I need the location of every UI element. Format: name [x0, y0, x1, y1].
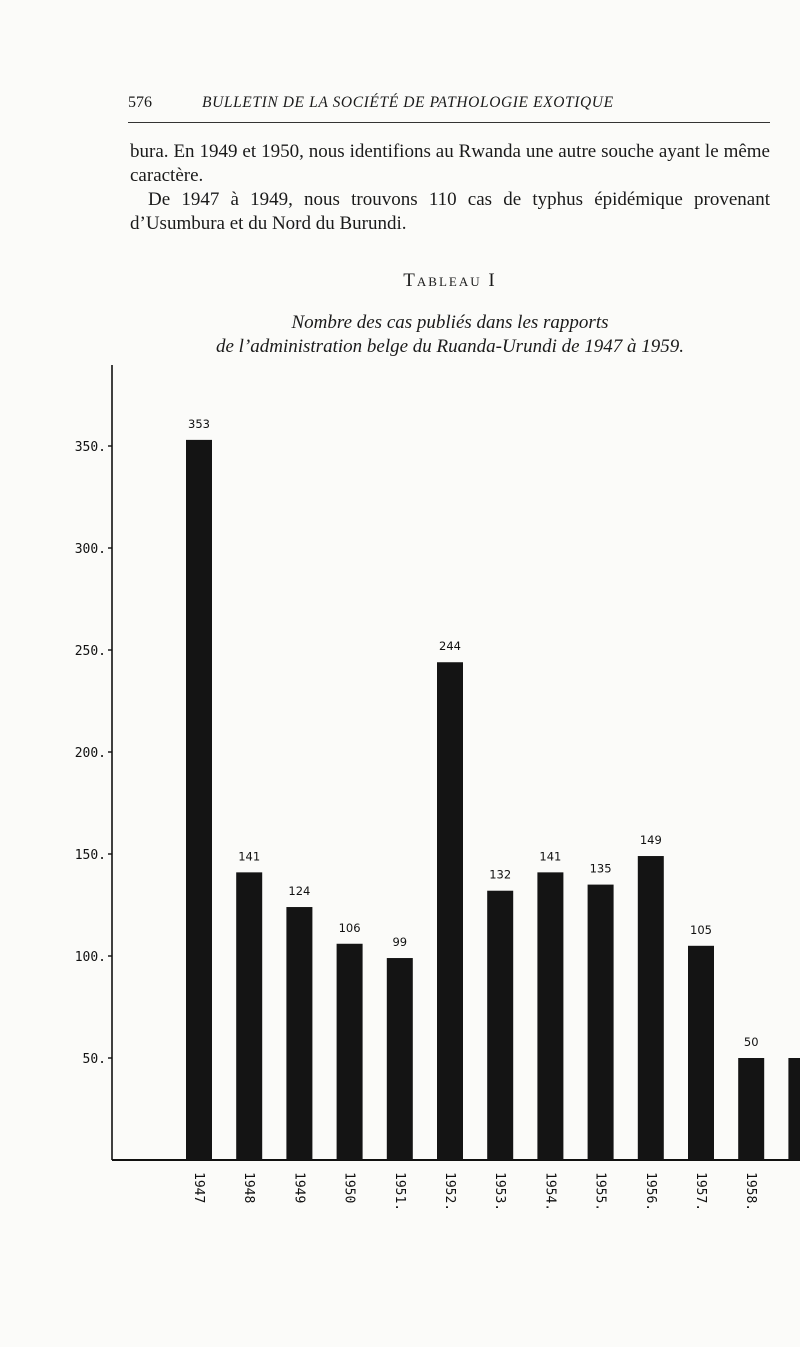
journal-title: BULLETIN DE LA SOCIÉTÉ DE PATHOLOGIE EXOTIQUE: [202, 94, 614, 111]
bar-value-label: 141: [238, 849, 261, 864]
bar: [537, 872, 563, 1160]
bar-value-label: 132: [489, 867, 512, 882]
category-label: 1952.: [442, 1172, 457, 1212]
bars: [186, 440, 800, 1160]
y-tick-label: 250.: [74, 644, 106, 659]
y-tick-label: 350.: [74, 440, 106, 455]
bar: [236, 872, 262, 1160]
bar-value-label: 50: [743, 1035, 759, 1049]
category-label: 1951.: [391, 1172, 407, 1212]
bar-value-label: 99: [392, 935, 408, 950]
bar: [286, 907, 312, 1160]
category-label: 1950: [341, 1172, 357, 1204]
table-heading: Tableau I: [403, 270, 497, 291]
category-label: 1948: [241, 1172, 257, 1204]
y-tick-label: 100.: [74, 950, 106, 965]
chart-caption-line-2: de l’administration belge du Ruanda-Urundi de 1947 à 1959.: [215, 336, 685, 357]
bar: [588, 885, 614, 1160]
body-paragraph-2: De 1947 à 1949, nous trouvons 110 cas de typhus épidémique provenant d’Usumbura et du Nord du Burundi.: [130, 189, 770, 234]
category-label: 1955.: [592, 1172, 608, 1212]
bar-value-label: 353: [188, 416, 210, 431]
bar-value-label: 105: [690, 922, 712, 937]
category-labels: [191, 1172, 758, 1211]
y-tick-label: 200.: [74, 746, 106, 761]
bar-value-label: 244: [439, 639, 461, 654]
bar: [186, 440, 212, 1160]
bar: [437, 662, 463, 1160]
y-tick-label: 50.: [82, 1052, 106, 1067]
bar-value-label: 106: [338, 920, 361, 935]
page-number: 576: [128, 94, 152, 111]
value-labels: [188, 417, 758, 1049]
y-tick-label: 300.: [74, 542, 106, 557]
bar-value-label: 149: [639, 833, 662, 848]
bar-value-label: 141: [539, 849, 562, 864]
category-label: 1956.: [642, 1172, 658, 1212]
bar: [738, 1058, 764, 1160]
y-axis: [75, 365, 112, 1160]
category-label: 1947: [191, 1172, 206, 1204]
chart-caption-line-1: Nombre des cas publiés dans les rapports: [291, 312, 609, 333]
category-label: 1953.: [492, 1172, 508, 1212]
category-label: 1958.: [743, 1172, 759, 1212]
bar: [337, 944, 363, 1160]
bar-value-label: 135: [589, 861, 612, 876]
bar: [387, 958, 413, 1160]
body-paragraph-1: bura. En 1949 et 1950, nous identifions au Rwanda une autre souche ayant le même caractère.: [130, 141, 770, 186]
y-tick-label: 150.: [74, 848, 106, 863]
bar: [688, 946, 714, 1160]
bar: [487, 891, 513, 1160]
bar-value-label: 124: [288, 884, 311, 899]
category-label: 1957.: [693, 1172, 708, 1212]
running-head: [128, 94, 770, 123]
category-label: 1949: [291, 1172, 307, 1204]
bar-chart: [0, 360, 800, 1240]
category-label: 1954.: [542, 1172, 558, 1212]
bar-partial-edge: [788, 1058, 800, 1160]
bar: [638, 856, 664, 1160]
